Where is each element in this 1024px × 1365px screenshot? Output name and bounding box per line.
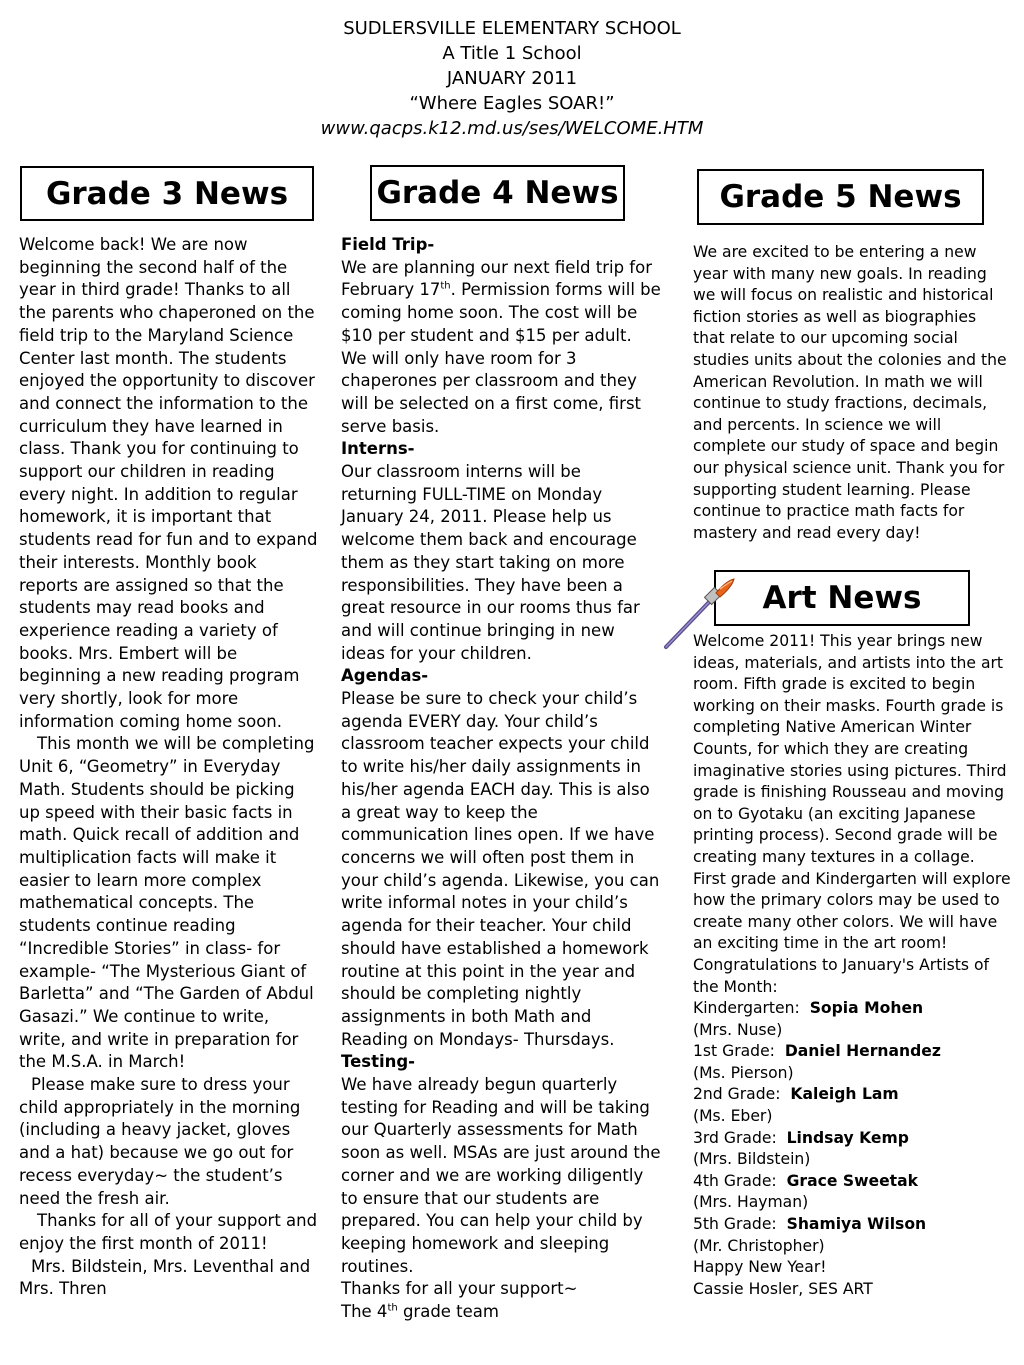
field-trip-text: We are planning our next field trip for February 17th. Permission forms will be coming home soon. The cost will be $10 per student and $15 per adult. We will only have room for 3 chaperones per classroom and they will be selected on a first come, first serve basis.: [341, 257, 661, 436]
grade3-paragraph: Welcome back! We are now beginning the second half of the year in third grade! Thanks to all the parents who chaperoned on the field trip to the Maryland Science Center last month. The students enjoyed the opportunity to discover and connect the information to the curriculum they have learned in class. Thank you for continuing to support our children in reading every night. In addition to regular homework, it is important that students read for fun and to expand their interests. Monthly book reports are assigned so that the students may read books and experience reading a variety of books. Mrs. Embert will be beginning a new reading program very shortly, look for more information coming home soon.: [19, 235, 318, 731]
school-url[interactable]: www.qacps.k12.md.us/ses/WELCOME.HTM: [320, 118, 704, 139]
winner-item: 1st Grade: Daniel Hernandez: [693, 1042, 941, 1061]
winner-teacher: (Ms. Pierson): [693, 1063, 794, 1082]
winner-item: 5th Grade: Shamiya Wilson: [693, 1215, 927, 1234]
grade3-paragraph: Please make sure to dress your child appropriately in the morning (including a heavy jacket, gloves and a hat) because we go out for recess everyday~ the student’s need the fresh air.: [19, 1075, 301, 1208]
interns-heading: Interns-: [341, 439, 415, 459]
art-signature: Cassie Hosler, SES ART: [693, 1279, 873, 1298]
testing-text: We have already begun quarterly testing for Reading and will be taking our Quarterly assessments for Math soon as well. MSAs are just around the corner and we are working diligently to ensure that our students are prepared. You can help your child by keeping homework and sleeping routines.: [341, 1075, 661, 1276]
agendas-text: Please be sure to check your child’s agenda EVERY day. Your child’s classroom teacher expects your child to write his/her daily assignments in his/her agenda EACH day. This is also a great way to keep the communication lines open. If we have concerns we will often post them in your child’s agenda. Likewise, you can write informal notes in your child’s agenda for their teacher. Your child should have established a homework routine at this point in the year and should be completing nightly assignments in both Math and Reading on Mondays- Thursdays.: [341, 689, 660, 1049]
grade5-heading: Grade 5 News: [697, 169, 984, 225]
winner-teacher: (Mrs. Hayman): [693, 1193, 809, 1212]
grade3-heading: Grade 3 News: [20, 166, 314, 221]
winner-teacher: (Mrs. Nuse): [693, 1020, 783, 1039]
school-subtitle: A Title 1 School: [442, 43, 582, 64]
grade4-signoff: The 4th grade team: [341, 1302, 499, 1322]
issue-date: JANUARY 2011: [446, 68, 578, 89]
interns-text: Our classroom interns will be returning FULL-TIME on Monday January 24, 2011. Please help us welcome them back and encourage them as they start taking on more responsibilities. They have been a great resource in our rooms thus far and will continue bringing in new ideas for your children.: [341, 462, 640, 663]
winner-teacher: (Mr. Christopher): [693, 1236, 825, 1255]
masthead: [0, 16, 1024, 141]
art-text: Welcome 2011! This year brings new ideas, materials, and artists into the art room. Fifth grade is excited to begin working on their masks. Fourth grade is completing Native American Winter Counts, for which they are creating imaginative stories using pictures. Third grade is finishing Rousseau and moving on to Gyotaku (an exciting Japanese printing process). Second grade will be creating many textures in a collage. First grade and Kindergarten will explore how the primary colors may be used to create many other colors. We will have an exciting time in the art room!: [693, 632, 1011, 953]
grade5-text: We are excited to be entering a new year with many new goals. In reading we will focus on realistic and historical fiction stories as well as biographies that relate to our upcoming social studies units about the colonies and the American Revolution. In math we will continue to study fractions, decimals, and percents. In science we will complete our study of space and begin our physical science unit. Thank you for supporting student learning. Please continue to practice math facts for mastery and read every day!: [693, 243, 1007, 542]
grade5-column: [693, 242, 1011, 544]
grade4-column: [341, 234, 661, 1324]
school-motto: “Where Eagles SOAR!”: [409, 93, 615, 114]
testing-heading: Testing-: [341, 1052, 416, 1072]
art-heading: Art News: [714, 570, 970, 626]
agendas-heading: Agendas-: [341, 666, 429, 686]
winner-item: 4th Grade: Grace Sweetak: [693, 1171, 918, 1190]
grade3-paragraph: Thanks for all of your support and enjoy the first month of 2011!: [19, 1211, 318, 1253]
art-column: [693, 631, 1011, 1300]
school-name: SUDLERSVILLE ELEMENTARY SCHOOL: [343, 18, 681, 39]
winner-teacher: (Mrs. Bildstein): [693, 1150, 811, 1169]
winner-item: Kindergarten: Sopia Mohen: [693, 999, 924, 1018]
grade3-signoff: Mrs. Bildstein, Mrs. Leventhal and Mrs. Thren: [19, 1256, 311, 1299]
winner-item: 2nd Grade: Kaleigh Lam: [693, 1085, 899, 1104]
grade4-thanks: Thanks for all your support~: [341, 1279, 578, 1299]
winner-teacher: (Ms. Eber): [693, 1107, 773, 1126]
field-trip-heading: Field Trip-: [341, 235, 435, 254]
art-closing: Happy New Year!: [693, 1258, 827, 1277]
winner-item: 3rd Grade: Lindsay Kemp: [693, 1128, 909, 1147]
grade3-paragraph: This month we will be completing Unit 6, “Geometry” in Everyday Math. Students should be picking up speed with their basic facts in math. Quick recall of addition and multiplication facts will make it easier to learn more complex mathematical concepts. The students continue reading “Incredible Stories” in class- for example- “The Mysterious Giant of Barletta” and “The Garden of Abdul Gasazi.” We continue to write, write, and write in preparation for the M.S.A. in March!: [19, 734, 315, 1072]
grade3-column: [19, 234, 319, 1301]
art-congrats: Congratulations to January's Artists of the Month:: [693, 955, 989, 996]
winners-list: [693, 998, 1011, 1257]
grade4-heading: Grade 4 News: [370, 165, 625, 221]
